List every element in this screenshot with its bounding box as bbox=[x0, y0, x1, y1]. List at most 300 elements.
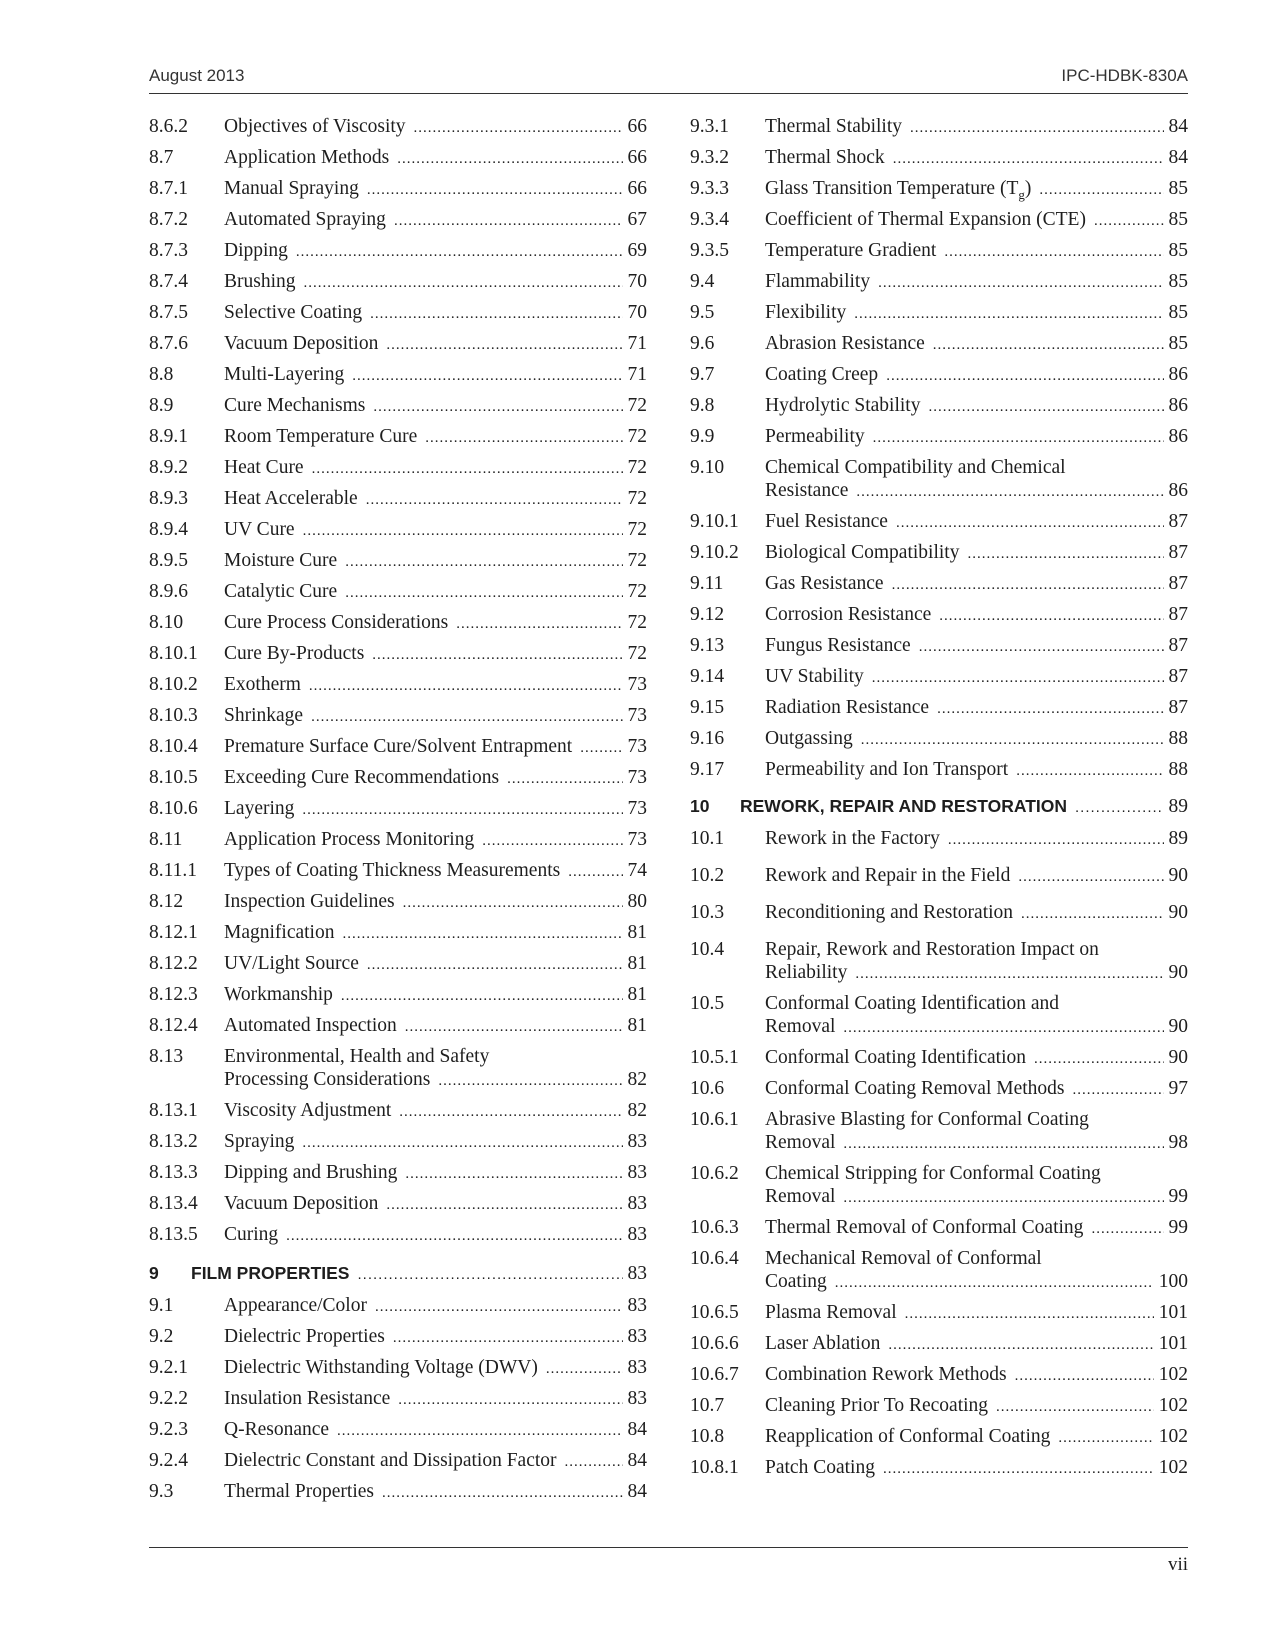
toc-page-number: 101 bbox=[1158, 1302, 1188, 1323]
toc-entry[interactable] bbox=[690, 600, 1188, 631]
toc-leader-dots bbox=[1021, 903, 1163, 926]
toc-page-number: 73 bbox=[627, 798, 647, 819]
toc-entry[interactable] bbox=[690, 1453, 1188, 1484]
toc-page-number: 89 bbox=[1168, 796, 1188, 817]
toc-leader-dots bbox=[910, 117, 1163, 140]
toc-section-title: Dipping and Brushing bbox=[224, 1162, 398, 1183]
toc-leader-dots bbox=[843, 1187, 1163, 1210]
toc-entry[interactable] bbox=[690, 538, 1188, 569]
toc-entry[interactable] bbox=[690, 935, 1188, 989]
toc-leader-dots bbox=[397, 148, 622, 171]
toc-section-number: 9.8 bbox=[690, 395, 715, 416]
toc-leader-dots bbox=[286, 1225, 622, 1248]
toc-section-title: Conformal Coating Removal Methods bbox=[765, 1078, 1065, 1099]
toc-section-title: Radiation Resistance bbox=[765, 697, 930, 718]
toc-section-title: Application Process Monitoring bbox=[224, 829, 475, 850]
toc-section-number: 9.2 bbox=[149, 1326, 174, 1347]
toc-entry[interactable] bbox=[690, 824, 1188, 861]
toc-entry[interactable] bbox=[149, 174, 647, 205]
toc-section-number: 9.10.2 bbox=[690, 542, 739, 563]
toc-leader-dots bbox=[386, 334, 622, 357]
toc-entry[interactable] bbox=[690, 391, 1188, 422]
toc-section-number: 8.10 bbox=[149, 612, 184, 633]
toc-section-title: Exotherm bbox=[224, 674, 301, 695]
toc-section-title: Selective Coating bbox=[224, 302, 363, 323]
toc-section-title: Removal bbox=[765, 1016, 836, 1037]
toc-page-number: 84 bbox=[1168, 147, 1188, 168]
toc-entry[interactable] bbox=[690, 1422, 1188, 1453]
toc-page-number: 66 bbox=[627, 178, 647, 199]
toc-section-title: Cure Process Considerations bbox=[224, 612, 449, 633]
toc-entry[interactable] bbox=[690, 205, 1188, 236]
toc-entry[interactable] bbox=[690, 422, 1188, 453]
toc-entry[interactable] bbox=[690, 1074, 1188, 1105]
toc-leader-dots bbox=[854, 303, 1163, 326]
toc-leader-dots bbox=[928, 396, 1163, 419]
toc-section-number: 8.9.3 bbox=[149, 488, 188, 509]
toc-section-title: REWORK, REPAIR AND RESTORATION bbox=[740, 796, 1067, 816]
toc-page-number: 73 bbox=[627, 705, 647, 726]
toc-section-number: 8.12 bbox=[149, 891, 184, 912]
toc-section-number: 8.6.2 bbox=[149, 116, 188, 137]
toc-section-title: Chemical Compatibility and Chemical bbox=[765, 457, 1066, 478]
toc-entry[interactable] bbox=[149, 298, 647, 329]
toc-leader-dots bbox=[905, 1303, 1154, 1326]
toc-section-title: Layering bbox=[224, 798, 295, 819]
toc-page-number: 73 bbox=[627, 674, 647, 695]
toc-section-title: Abrasion Resistance bbox=[765, 333, 925, 354]
toc-entry[interactable] bbox=[690, 569, 1188, 600]
toc-entry[interactable] bbox=[149, 1322, 647, 1353]
toc-page-number: 90 bbox=[1168, 865, 1188, 886]
toc-section-title: Rework in the Factory bbox=[765, 828, 940, 849]
toc-entry[interactable] bbox=[149, 453, 647, 484]
toc-section-title: Environmental, Health and Safety bbox=[224, 1046, 490, 1067]
toc-page-number: 102 bbox=[1158, 1364, 1188, 1385]
toc-entry[interactable] bbox=[149, 701, 647, 732]
toc-entry[interactable] bbox=[149, 267, 647, 298]
toc-page-number: 84 bbox=[627, 1450, 647, 1471]
toc-page-number: 86 bbox=[1168, 395, 1188, 416]
toc-section-title: Heat Cure bbox=[224, 457, 304, 478]
toc-leader-dots bbox=[948, 829, 1164, 852]
toc-leader-dots bbox=[296, 241, 623, 264]
toc-entry[interactable] bbox=[690, 724, 1188, 755]
toc-section-number: 9.3 bbox=[149, 1481, 174, 1502]
toc-section-title: Magnification bbox=[224, 922, 335, 943]
toc-section-number: 9.2.2 bbox=[149, 1388, 188, 1409]
toc-entry[interactable] bbox=[690, 898, 1188, 935]
toc-entry[interactable] bbox=[690, 360, 1188, 391]
toc-page-number: 87 bbox=[1168, 697, 1188, 718]
toc-section-number: 8.8 bbox=[149, 364, 174, 385]
toc-section-title: Fuel Resistance bbox=[765, 511, 888, 532]
toc-section-title: Vacuum Deposition bbox=[224, 333, 379, 354]
toc-section-title: Dipping bbox=[224, 240, 288, 261]
toc-entry[interactable] bbox=[690, 143, 1188, 174]
toc-leader-dots bbox=[1058, 1427, 1153, 1450]
toc-section-title: Curing bbox=[224, 1224, 279, 1245]
toc-entry[interactable] bbox=[149, 329, 647, 360]
toc-entry[interactable] bbox=[690, 693, 1188, 724]
toc-section-title: Heat Accelerable bbox=[224, 488, 358, 509]
toc-section-title: Glass Transition Temperature (T bbox=[765, 178, 1019, 199]
toc-entry[interactable] bbox=[149, 577, 647, 608]
toc-entry[interactable] bbox=[149, 1446, 647, 1477]
toc-page-number: 70 bbox=[627, 302, 647, 323]
toc-section-title: Coating Creep bbox=[765, 364, 879, 385]
toc-leader-dots bbox=[352, 365, 622, 388]
toc-page-number: 85 bbox=[1168, 271, 1188, 292]
toc-page-number: 88 bbox=[1168, 728, 1188, 749]
toc-section-number: 9.9 bbox=[690, 426, 715, 447]
toc-section-title: Abrasive Blasting for Conformal Coating bbox=[765, 1109, 1089, 1130]
toc-section-title: Combination Rework Methods bbox=[765, 1364, 1007, 1385]
toc-entry[interactable] bbox=[690, 1360, 1188, 1391]
toc-section-number: 9.5 bbox=[690, 302, 715, 323]
toc-entry[interactable] bbox=[690, 662, 1188, 693]
toc-page-number: 102 bbox=[1158, 1457, 1188, 1478]
toc-section-title: Removal bbox=[765, 1186, 836, 1207]
toc-section-number: 8.7.3 bbox=[149, 240, 188, 261]
toc-right-column bbox=[690, 112, 1188, 1484]
toc-page-number: 69 bbox=[627, 240, 647, 261]
toc-entry[interactable] bbox=[149, 856, 647, 887]
toc-page-number: 81 bbox=[627, 984, 647, 1005]
toc-page-number: 72 bbox=[627, 426, 647, 447]
toc-section-title: Dielectric Properties bbox=[224, 1326, 385, 1347]
toc-page-number: 86 bbox=[1168, 364, 1188, 385]
toc-entry[interactable] bbox=[690, 1213, 1188, 1244]
toc-section-title: Appearance/Color bbox=[224, 1295, 367, 1316]
toc-leader-dots bbox=[883, 1458, 1154, 1481]
toc-entry[interactable] bbox=[690, 329, 1188, 360]
toc-entry[interactable] bbox=[149, 825, 647, 856]
toc-entry[interactable] bbox=[690, 1105, 1188, 1159]
toc-leader-dots bbox=[1015, 1365, 1154, 1388]
toc-section-number: 10.8 bbox=[690, 1426, 725, 1447]
toc-entry[interactable] bbox=[149, 484, 647, 515]
toc-section-title: Permeability bbox=[765, 426, 865, 447]
toc-leader-dots bbox=[939, 605, 1163, 628]
toc-leader-dots bbox=[341, 985, 623, 1008]
toc-leader-dots bbox=[892, 574, 1164, 597]
toc-leader-dots bbox=[546, 1358, 623, 1381]
toc-section-number: 10.3 bbox=[690, 902, 725, 923]
toc-section-title: Catalytic Cure bbox=[224, 581, 338, 602]
toc-entry[interactable] bbox=[690, 1298, 1188, 1329]
toc-entry[interactable] bbox=[149, 1189, 647, 1220]
toc-page-number: 80 bbox=[627, 891, 647, 912]
toc-entry[interactable] bbox=[149, 763, 647, 794]
toc-section-number: 10.6.1 bbox=[690, 1109, 739, 1130]
toc-section-title: Dielectric Constant and Dissipation Factor bbox=[224, 1450, 557, 1471]
toc-leader-dots bbox=[873, 427, 1164, 450]
toc-entry[interactable] bbox=[690, 989, 1188, 1043]
toc-entry[interactable] bbox=[149, 515, 647, 546]
toc-page-number: 83 bbox=[627, 1295, 647, 1316]
toc-entry[interactable] bbox=[149, 1011, 647, 1042]
toc-section-number: 9.3.4 bbox=[690, 209, 729, 230]
toc-page-number: 102 bbox=[1158, 1395, 1188, 1416]
toc-entry[interactable] bbox=[149, 794, 647, 825]
toc-entry[interactable] bbox=[149, 1220, 647, 1251]
toc-entry[interactable] bbox=[149, 670, 647, 701]
toc-leader-dots bbox=[309, 675, 623, 698]
toc-entry[interactable] bbox=[149, 1158, 647, 1189]
toc-section-title: Conformal Coating Identification and bbox=[765, 993, 1060, 1014]
toc-section-title: Permeability and Ion Transport bbox=[765, 759, 1009, 780]
toc-leader-dots bbox=[893, 148, 1164, 171]
toc-chapter-entry[interactable] bbox=[690, 786, 1188, 824]
toc-entry[interactable] bbox=[690, 174, 1188, 205]
toc-entry[interactable] bbox=[149, 546, 647, 577]
toc-section-number: 10.6.3 bbox=[690, 1217, 739, 1238]
page-footer bbox=[149, 1547, 1188, 1575]
toc-section-title: Room Temperature Cure bbox=[224, 426, 418, 447]
toc-leader-dots bbox=[303, 520, 623, 543]
toc-leader-dots bbox=[302, 1132, 622, 1155]
toc-leader-dots bbox=[843, 1017, 1163, 1040]
toc-page-number: 87 bbox=[1168, 635, 1188, 656]
toc-section-title: Reliability bbox=[765, 962, 848, 983]
toc-section-number: 8.10.4 bbox=[149, 736, 198, 757]
toc-section-title: Coating bbox=[765, 1271, 827, 1292]
toc-section-title: Dielectric Withstanding Voltage (DWV) bbox=[224, 1357, 538, 1378]
toc-section-title: Temperature Gradient bbox=[765, 240, 937, 261]
toc-page-number: 85 bbox=[1168, 240, 1188, 261]
toc-page-number: 101 bbox=[1158, 1333, 1188, 1354]
toc-leader-dots bbox=[304, 272, 623, 295]
toc-title-subscript: g bbox=[1018, 186, 1025, 202]
toc-section-number: 8.13.4 bbox=[149, 1193, 198, 1214]
toc-section-number: 8.13.2 bbox=[149, 1131, 198, 1152]
toc-section-number: 9.1 bbox=[149, 1295, 174, 1316]
toc-section-title: Resistance bbox=[765, 480, 849, 501]
toc-page-number: 98 bbox=[1168, 1132, 1188, 1153]
toc-chapter-entry[interactable] bbox=[149, 1251, 647, 1291]
toc-section-number: 8.12.1 bbox=[149, 922, 198, 943]
toc-page-number: 84 bbox=[627, 1481, 647, 1502]
toc-section-number: 8.7.1 bbox=[149, 178, 188, 199]
toc-entry[interactable] bbox=[690, 631, 1188, 662]
toc-entry[interactable] bbox=[690, 1244, 1188, 1298]
toc-entry[interactable] bbox=[690, 298, 1188, 329]
toc-page-number: 72 bbox=[627, 519, 647, 540]
toc-leader-dots bbox=[337, 1420, 622, 1443]
toc-section-number: 8.10.5 bbox=[149, 767, 198, 788]
toc-page-number: 84 bbox=[627, 1419, 647, 1440]
toc-entry[interactable] bbox=[149, 608, 647, 639]
toc-leader-dots bbox=[345, 582, 622, 605]
toc-section-number: 9.17 bbox=[690, 759, 725, 780]
toc-entry[interactable] bbox=[149, 1127, 647, 1158]
toc-page-number: 72 bbox=[627, 488, 647, 509]
toc-entry[interactable] bbox=[149, 732, 647, 763]
toc-section-number: 8.12.3 bbox=[149, 984, 198, 1005]
toc-page-number: 83 bbox=[627, 1224, 647, 1245]
toc-entry[interactable] bbox=[149, 143, 647, 174]
toc-entry[interactable] bbox=[149, 1096, 647, 1127]
toc-entry[interactable] bbox=[149, 980, 647, 1011]
toc-section-number: 8.7.6 bbox=[149, 333, 188, 354]
toc-page-number: 99 bbox=[1168, 1217, 1188, 1238]
toc-section-title: UV Stability bbox=[765, 666, 864, 687]
toc-leader-dots bbox=[580, 737, 622, 760]
toc-entry[interactable] bbox=[690, 112, 1188, 143]
toc-section-number: 10.2 bbox=[690, 865, 725, 886]
header-doc-id: IPC-HDBK-830A bbox=[1061, 66, 1188, 85]
toc-section-title: Mechanical Removal of Conformal bbox=[765, 1248, 1042, 1269]
toc-entry[interactable] bbox=[149, 887, 647, 918]
toc-page-number: 73 bbox=[627, 767, 647, 788]
toc-entry[interactable] bbox=[149, 391, 647, 422]
toc-section-number: 9.16 bbox=[690, 728, 725, 749]
toc-section-number: 8.7.4 bbox=[149, 271, 188, 292]
toc-section-title: Patch Coating bbox=[765, 1457, 875, 1478]
toc-page-number: 87 bbox=[1168, 542, 1188, 563]
toc-leader-dots bbox=[967, 543, 1163, 566]
toc-section-number: 8.7 bbox=[149, 147, 174, 168]
toc-page-number: 90 bbox=[1168, 962, 1188, 983]
toc-section-number: 9.4 bbox=[690, 271, 715, 292]
toc-section-title: Q-Resonance bbox=[224, 1419, 330, 1440]
toc-entry[interactable] bbox=[149, 1415, 647, 1446]
toc-entry[interactable] bbox=[149, 1291, 647, 1322]
toc-section-title: Thermal Shock bbox=[765, 147, 885, 168]
toc-section-number: 10.8.1 bbox=[690, 1457, 739, 1478]
toc-section-number: 9.2.4 bbox=[149, 1450, 188, 1471]
toc-section-number: 10.6.5 bbox=[690, 1302, 739, 1323]
toc-entry[interactable] bbox=[690, 267, 1188, 298]
toc-section-number: 9.10 bbox=[690, 457, 725, 478]
toc-leader-dots bbox=[399, 1101, 622, 1124]
toc-page-number: 83 bbox=[627, 1326, 647, 1347]
toc-section-title: Premature Surface Cure/Solvent Entrapment bbox=[224, 736, 573, 757]
toc-entry[interactable] bbox=[149, 1353, 647, 1384]
toc-leader-dots bbox=[996, 1396, 1154, 1419]
toc-page-number: 87 bbox=[1168, 666, 1188, 687]
toc-leader-dots bbox=[311, 706, 622, 729]
toc-section-title: Biological Compatibility bbox=[765, 542, 960, 563]
toc-section-title: Rework and Repair in the Field bbox=[765, 865, 1011, 886]
toc-title-suffix: ) bbox=[1024, 178, 1032, 199]
toc-leader-dots bbox=[507, 768, 622, 791]
toc-leader-dots bbox=[345, 551, 622, 574]
toc-entry[interactable] bbox=[690, 1329, 1188, 1360]
toc-section-title: Viscosity Adjustment bbox=[224, 1100, 392, 1121]
toc-entry[interactable] bbox=[149, 1042, 647, 1096]
toc-leader-dots bbox=[382, 1482, 623, 1505]
toc-section-title: Removal bbox=[765, 1132, 836, 1153]
toc-leader-dots bbox=[886, 365, 1163, 388]
toc-section-title: Automated Inspection bbox=[224, 1015, 397, 1036]
toc-entry[interactable] bbox=[690, 1391, 1188, 1422]
toc-entry[interactable] bbox=[690, 1159, 1188, 1213]
toc-leader-dots bbox=[414, 117, 623, 140]
toc-leader-dots bbox=[1094, 210, 1164, 233]
toc-section-title: Conformal Coating Identification bbox=[765, 1047, 1027, 1068]
toc-section-number: 8.7.5 bbox=[149, 302, 188, 323]
toc-leader-dots bbox=[1073, 1079, 1164, 1102]
toc-section-number: 8.12.4 bbox=[149, 1015, 198, 1036]
toc-section-number: 8.13.3 bbox=[149, 1162, 198, 1183]
toc-leader-dots bbox=[896, 512, 1164, 535]
toc-leader-dots bbox=[1039, 179, 1163, 202]
toc-page-number: 73 bbox=[627, 829, 647, 850]
toc-section-title: Thermal Properties bbox=[224, 1481, 374, 1502]
toc-section-title: UV/Light Source bbox=[224, 953, 359, 974]
toc-leader-dots bbox=[835, 1272, 1154, 1295]
toc-leader-dots bbox=[878, 272, 1163, 295]
toc-entry[interactable] bbox=[690, 507, 1188, 538]
toc-entry[interactable] bbox=[149, 422, 647, 453]
toc-entry[interactable] bbox=[149, 918, 647, 949]
toc-entry[interactable] bbox=[690, 1043, 1188, 1074]
toc-section-number: 8.9 bbox=[149, 395, 174, 416]
toc-page-number: 83 bbox=[627, 1193, 647, 1214]
toc-entry[interactable] bbox=[149, 1477, 647, 1508]
toc-leader-dots bbox=[1075, 796, 1164, 819]
toc-entry[interactable] bbox=[690, 236, 1188, 267]
toc-page-number: 72 bbox=[627, 457, 647, 478]
toc-entry[interactable] bbox=[149, 1384, 647, 1415]
toc-page-number: 72 bbox=[627, 643, 647, 664]
toc-section-title: Application Methods bbox=[224, 147, 390, 168]
toc-leader-dots bbox=[888, 1334, 1153, 1357]
toc-entry[interactable] bbox=[149, 360, 647, 391]
toc-section-number: 8.13.1 bbox=[149, 1100, 198, 1121]
toc-page-number: 72 bbox=[627, 395, 647, 416]
header-date: August 2013 bbox=[149, 66, 245, 85]
toc-page-number: 71 bbox=[627, 364, 647, 385]
toc-section-number: 9.12 bbox=[690, 604, 725, 625]
toc-leader-dots bbox=[1018, 866, 1163, 889]
toc-section-number: 8.10.1 bbox=[149, 643, 198, 664]
toc-section-number: 8.9.4 bbox=[149, 519, 188, 540]
toc-section-number: 8.9.5 bbox=[149, 550, 188, 571]
toc-page-number: 87 bbox=[1168, 511, 1188, 532]
toc-entry[interactable] bbox=[149, 205, 647, 236]
toc-page-number: 83 bbox=[627, 1131, 647, 1152]
toc-section-number: 10.6.7 bbox=[690, 1364, 739, 1385]
toc-entry[interactable] bbox=[690, 861, 1188, 898]
toc-section-title: Shrinkage bbox=[224, 705, 304, 726]
toc-page-number: 85 bbox=[1168, 178, 1188, 199]
toc-page-number: 83 bbox=[627, 1263, 647, 1284]
toc-section-number: 8.13.5 bbox=[149, 1224, 198, 1245]
toc-section-title: Multi-Layering bbox=[224, 364, 345, 385]
toc-leader-dots bbox=[375, 1296, 623, 1319]
toc-page-number: 97 bbox=[1168, 1078, 1188, 1099]
page-header bbox=[149, 63, 1188, 94]
toc-entry[interactable] bbox=[690, 755, 1188, 786]
toc-entry[interactable] bbox=[149, 639, 647, 670]
toc-entry[interactable] bbox=[690, 453, 1188, 507]
toc-leader-dots bbox=[919, 636, 1164, 659]
toc-section-number: 9.14 bbox=[690, 666, 725, 687]
toc-section-title: Chemical Stripping for Conformal Coating bbox=[765, 1163, 1101, 1184]
toc-entry[interactable] bbox=[149, 949, 647, 980]
toc-entry[interactable] bbox=[149, 236, 647, 267]
toc-section-number: 9.15 bbox=[690, 697, 725, 718]
toc-leader-dots bbox=[394, 210, 623, 233]
toc-entry[interactable] bbox=[149, 112, 647, 143]
toc-section-title: Coefficient of Thermal Expansion (CTE) bbox=[765, 209, 1086, 230]
toc-page-number: 66 bbox=[627, 147, 647, 168]
toc-section-title: Manual Spraying bbox=[224, 178, 359, 199]
toc-leader-dots bbox=[366, 489, 623, 512]
